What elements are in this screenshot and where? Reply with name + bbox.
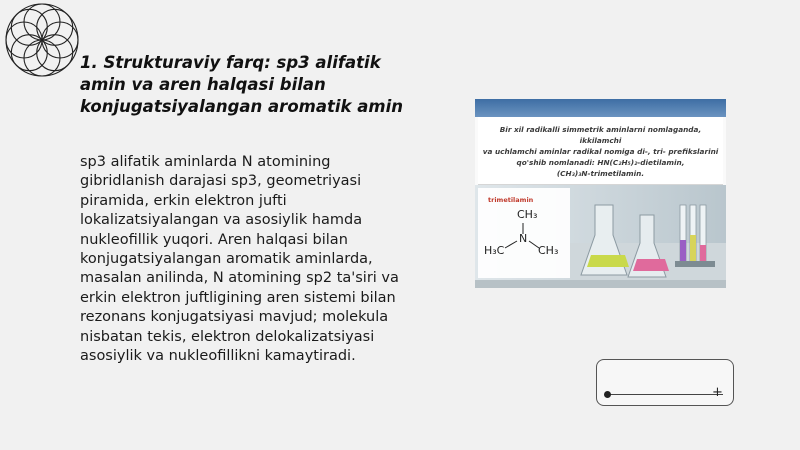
slide-figure	[475, 99, 726, 288]
caption-line: qo'shib nomlanadi: HN(C₂H₅)₂-dietilamin,	[516, 158, 685, 167]
audio-volume-plus-icon[interactable]: +	[712, 385, 723, 400]
slide-title: 1. Strukturaviy farq: sp3 alifatik amin va aren halqasi bilan konjugatsiyalangan aromatik amin	[80, 53, 403, 116]
atom-ch3-top: CH₃	[517, 208, 538, 221]
slide-body-text: sp3 alifatik aminlarda N atomining gibridlanish darajasi sp3, geometriyasi piramida, erkin elektron jufti lokalizatsiyalangan va asosiylik hamda nukleofillik yuqori. Aren halqasi bilan konjugatsiyalangan aromatik aminlarda, masalan anilinda, N atomining sp2 ta'siri va erkin elektron juftligining aren sistemi bilan rezonans konjugatsiyasi mavjud; molekula nisbatan tekis, elektron delokalizatsiyasi asosiylik va nukleofillikni kamaytiradi.	[80, 154, 399, 365]
caption-line: Bir xil radikalli simmetrik aminlarni nomlaganda, ikkilamchi	[499, 125, 702, 145]
caption-line: va uchlamchi aminlar radikal nomiga di-, tri- prefikslarini	[482, 147, 719, 156]
audio-progress-track[interactable]	[606, 394, 723, 395]
caption-line: (CH₃)₃N-trimetilamin.	[556, 169, 645, 178]
audio-play-dot-icon[interactable]	[604, 391, 611, 398]
atom-ch3-right: CH₃	[538, 244, 559, 257]
atom-h3c: H₃C	[484, 244, 505, 257]
spirograph-logo-icon	[4, 2, 80, 78]
trimethylamine-structure	[475, 99, 726, 288]
atom-n: N	[519, 232, 528, 245]
chem-structure-label: trimetilamin	[488, 196, 534, 204]
